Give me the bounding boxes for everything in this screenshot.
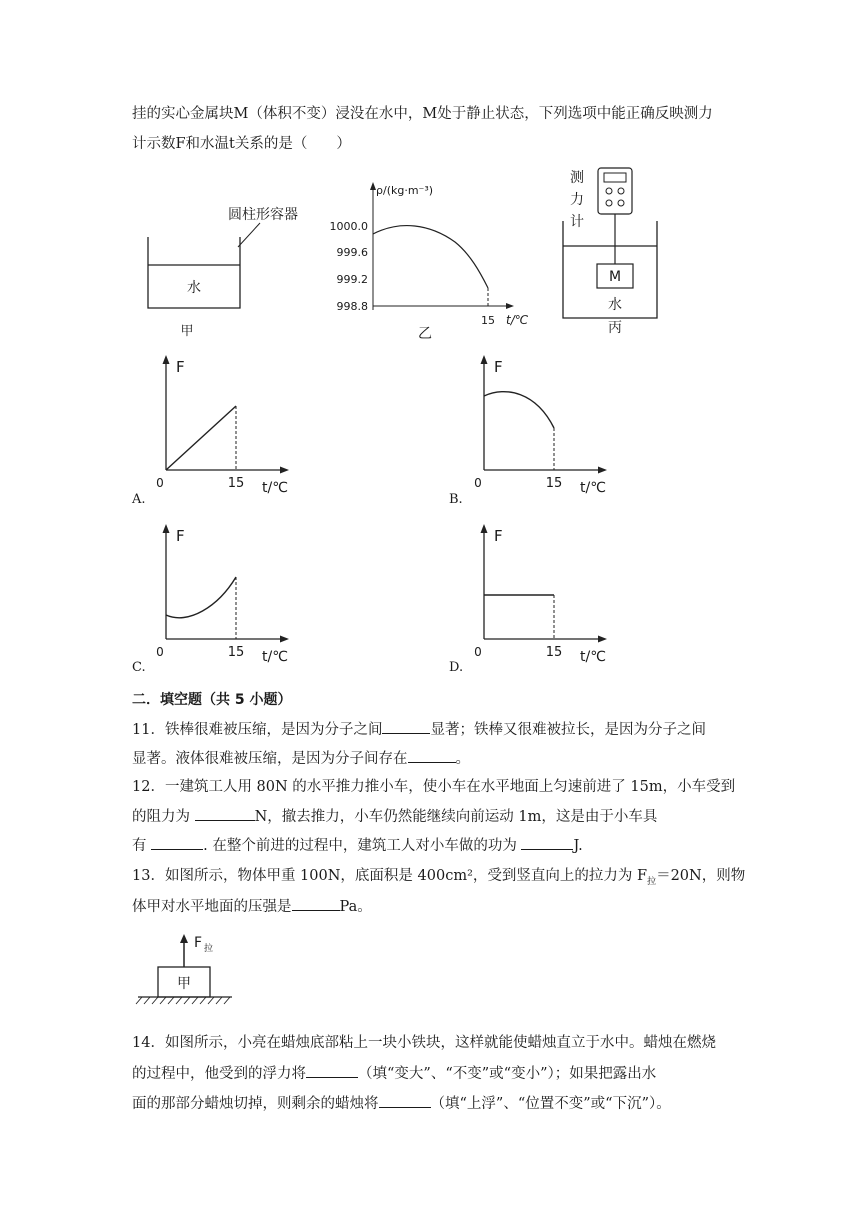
yi-ytick-1: 1000.0 bbox=[329, 220, 368, 233]
force-label: F bbox=[194, 935, 203, 951]
force-meter bbox=[598, 168, 632, 214]
q12-line-2: 的阻力为 N，撤去推力，小车仍然能继续向前运动 1m，这是由于小车具 bbox=[132, 806, 657, 827]
q14-blank-2[interactable] bbox=[379, 1093, 431, 1108]
tick-15-label: 15 bbox=[545, 476, 563, 491]
q13-blank[interactable] bbox=[292, 896, 340, 911]
container-label: 圆柱形容器 bbox=[228, 207, 298, 223]
q11-line-1: 11．铁棒很难被压缩，是因为分子之间 显著；铁棒又很难被拉长，是因为分子之间 bbox=[132, 719, 706, 740]
caption-jia: 甲 bbox=[180, 324, 194, 339]
yi-ytick-4: 998.8 bbox=[336, 300, 368, 313]
t-axis-label: t/℃ bbox=[580, 480, 606, 496]
yi-ytick-3: 999.2 bbox=[336, 273, 368, 286]
t-axis-label: t/℃ bbox=[580, 649, 606, 665]
bing-water-label: 水 bbox=[608, 297, 622, 313]
option-b-graph bbox=[466, 352, 626, 502]
ground-hatch bbox=[136, 997, 230, 1004]
origin-label: 0 bbox=[474, 476, 482, 490]
q11-line-2: 显著。液体很难被压缩，是因为分子间存在 。 bbox=[132, 748, 470, 769]
caption-bing: 丙 bbox=[608, 320, 622, 336]
option-a-graph bbox=[148, 352, 308, 502]
q14-line-3: 面的那部分蜡烛切掉，则剩余的蜡烛将 （填“上浮”、“位置不变”或“下沉”）。 bbox=[132, 1093, 671, 1114]
f-t-curve bbox=[166, 577, 236, 618]
f-t-curve bbox=[166, 406, 236, 470]
f-axis-label: F bbox=[176, 527, 185, 545]
q12-blank-3[interactable] bbox=[521, 835, 573, 850]
figure-yi-density-chart bbox=[320, 172, 530, 342]
f-axis-label: F bbox=[176, 358, 185, 376]
meter-label-2: 力 bbox=[570, 192, 584, 208]
q10-line-2: 计示数F和水温t关系的是（ ） bbox=[132, 136, 351, 152]
q13-line-2: 体甲对水平地面的压强是 Pa。 bbox=[132, 896, 372, 917]
t-axis-label: t/℃ bbox=[262, 480, 288, 496]
f-t-curve bbox=[484, 392, 554, 428]
yi-xtick-15: 15 bbox=[481, 314, 495, 327]
f-axis-label: F bbox=[494, 358, 503, 376]
q13-figure bbox=[136, 930, 246, 1010]
tick-15-label: 15 bbox=[227, 645, 245, 660]
f-axis-label: F bbox=[494, 527, 503, 545]
section-heading: 二．填空题（共 5 小题） bbox=[132, 692, 292, 708]
q12-blank-1[interactable] bbox=[195, 806, 255, 821]
option-a-letter[interactable]: A. bbox=[132, 492, 146, 507]
option-c-letter[interactable]: C. bbox=[132, 660, 146, 675]
q12-line-3: 有 . 在整个前进的过程中，建筑工人对小车做的功为 J. bbox=[132, 835, 583, 856]
tick-15-label: 15 bbox=[227, 476, 245, 491]
caption-yi: 乙 bbox=[418, 326, 432, 342]
q12-line-1: 12．一建筑工人用 80N 的水平推力推小车，使小车在水平地面上匀速前进了 15m，小车受到 bbox=[132, 779, 736, 795]
density-curve bbox=[373, 226, 488, 288]
option-b-letter[interactable]: B. bbox=[449, 492, 463, 507]
q11-blank-2[interactable] bbox=[408, 748, 456, 763]
meter-label-1: 测 bbox=[570, 170, 584, 186]
force-subscript: 拉 bbox=[204, 944, 214, 954]
yi-ytick-2: 999.6 bbox=[336, 246, 368, 259]
option-d-graph bbox=[466, 521, 626, 671]
q14-blank-1[interactable] bbox=[306, 1063, 358, 1078]
option-d-letter[interactable]: D. bbox=[449, 660, 464, 675]
yi-xlabel: t/℃ bbox=[506, 313, 529, 327]
q13-line-1: 13．如图所示，物体甲重 100N，底面积是 400cm²，受到竖直向上的拉力为 $F_拉=20N$，则物 bbox=[132, 868, 746, 887]
q14-line-2: 的过程中，他受到的浮力将 （填“变大”、“不变”或“变小”）；如果把露出水 bbox=[132, 1063, 656, 1084]
meter-label-3: 计 bbox=[570, 214, 584, 230]
q14-line-1: 14．如图所示，小亮在蜡烛底部粘上一块小铁块，这样就能使蜡烛直立于水中。蜡烛在燃烧 bbox=[132, 1035, 716, 1051]
yi-ylabel: ρ/(kg·m⁻³) bbox=[376, 184, 434, 197]
q12-blank-2[interactable] bbox=[151, 835, 203, 850]
origin-label: 0 bbox=[156, 645, 164, 659]
q11-blank-1[interactable] bbox=[382, 719, 430, 734]
origin-label: 0 bbox=[474, 645, 482, 659]
block-m-label: M bbox=[608, 269, 622, 285]
water-label: 水 bbox=[187, 280, 201, 296]
t-axis-label: t/℃ bbox=[262, 649, 288, 665]
tick-15-label: 15 bbox=[545, 645, 563, 660]
q10-line-1: 挂的实心金属块M（体积不变）浸没在水中，M处于静止状态，下列选项中能正确反映测力 bbox=[132, 106, 713, 122]
figure-jia bbox=[140, 195, 298, 345]
figure-bing bbox=[560, 166, 670, 336]
option-c-graph bbox=[148, 521, 308, 671]
block-jia-label: 甲 bbox=[177, 976, 191, 992]
origin-label: 0 bbox=[156, 476, 164, 490]
